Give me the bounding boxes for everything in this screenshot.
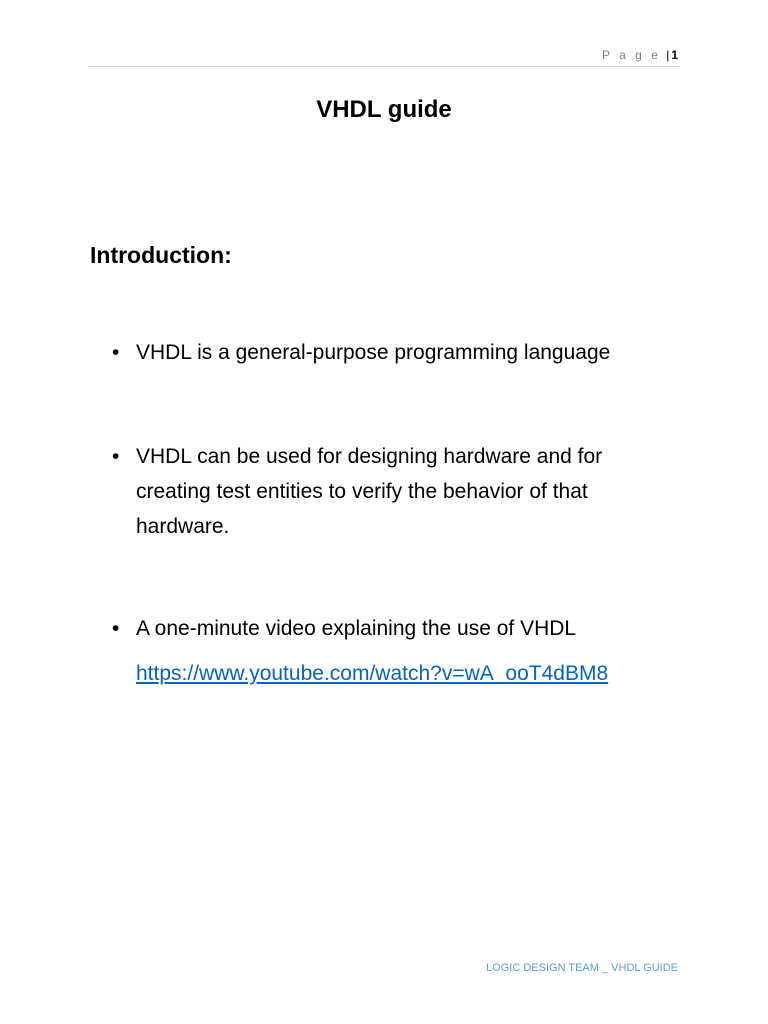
document-title: VHDL guide xyxy=(316,96,452,123)
bullet-icon: • xyxy=(112,617,120,640)
page-separator: | xyxy=(666,48,670,62)
page-word: P a g e xyxy=(602,48,661,62)
page-number-label xyxy=(602,48,678,62)
section-heading: Introduction: xyxy=(90,242,232,268)
bullet-item-3 xyxy=(112,611,682,691)
bullet-icon: • xyxy=(112,445,120,468)
bullet-item-1 xyxy=(112,335,682,370)
page-header xyxy=(88,46,680,67)
page-footer: LOGIC DESIGN TEAM _ VHDL GUIDE xyxy=(486,962,678,974)
bullet-item-2 xyxy=(112,439,682,544)
bullet-text: A one-minute video explaining the use of VHDL xyxy=(136,617,577,640)
video-link[interactable]: https://www.youtube.com/watch?v=wA_ooT4dBM8 xyxy=(136,662,609,685)
bullet-text: VHDL is a general-purpose programming language xyxy=(136,341,611,364)
page-number: 1 xyxy=(671,48,678,62)
bullet-icon: • xyxy=(112,341,120,364)
bullet-text: VHDL can be used for designing hardware and for creating test entities to verify the behavior of that hardware. xyxy=(136,445,603,538)
